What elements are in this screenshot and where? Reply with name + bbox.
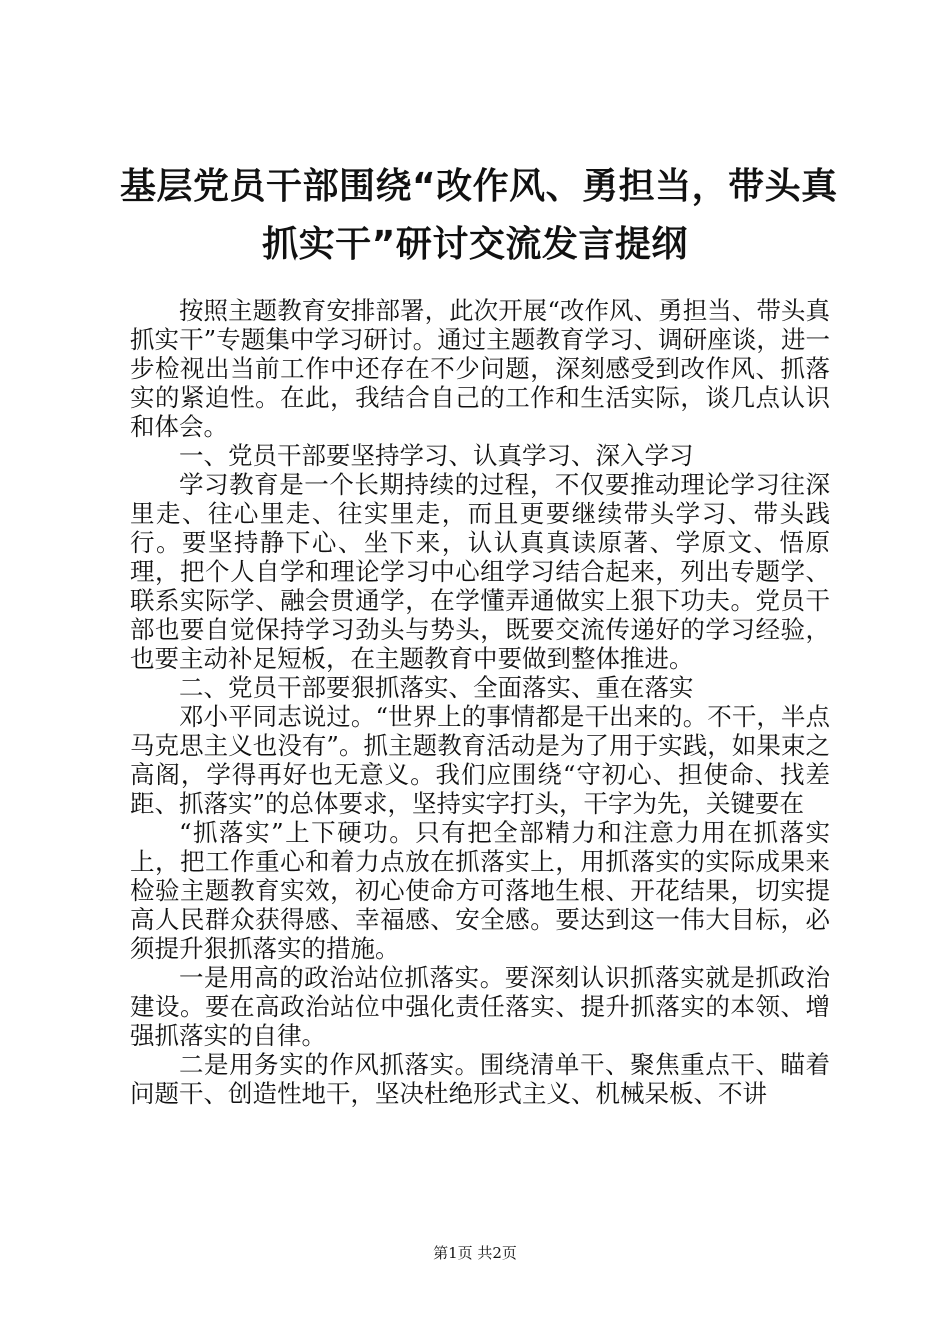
section-heading-1: 一、党员干部要坚持学习、认真学习、深入学习 [179, 441, 694, 470]
paragraph-point-2: 二是用务实的作风抓落实。围绕清单干、聚焦重点干、瞄着问题干、创造性地干，坚决杜绝形式主义、机械呆板、不讲 [130, 1050, 830, 1108]
paragraph-implementation: “抓落实”上下硬功。只有把全部精力和注意力用在抓落实上，把工作重心和着力点放在抓落实上，用抓落实的实际成果来检验主题教育实效，初心使命方可落地生根、开花结果，切实提高人民群众获得感、幸福感、安全感。要达到这一伟大目标，必须提升狠抓落实的措施。 [130, 818, 830, 963]
document-title-line-1: 基层党员干部围绕“改作风、勇担当，带头真 [120, 166, 838, 207]
paragraph-point-1: 一是用高的政治站位抓落实。要深刻认识抓落实就是抓政治建设。要在高政治站位中强化责任落实、提升抓落实的本领、增强抓落实的自律。 [130, 963, 830, 1050]
page-number-footer: 第1页 共2页 [433, 1244, 517, 1262]
intro-paragraph: 按照主题教育安排部署，此次开展“改作风、勇担当、带头真抓实干”专题集中学习研讨。通过主题教育学习、调研座谈，进一步检视出当前工作中还存在不少问题，深刻感受到改作风、抓落实的紧迫性。在此，我结合自己的工作和生活实际，谈几点认识和体会。 [130, 296, 830, 441]
section-heading-2: 二、党员干部要狠抓落实、全面落实、重在落实 [179, 673, 694, 702]
paragraph-deng-quote: 邓小平同志说过。“世界上的事情都是干出来的。不干，半点马克思主义也没有”。抓主题教育活动是为了用于实践，如果束之高阁，学得再好也无意义。我们应围绕“守初心、担使命、找差距、抓落实”的总体要求，坚持实字打头，干字为先，关键要在 [130, 702, 830, 818]
document-title-line-2: 抓实干”研讨交流发言提纲 [262, 224, 688, 265]
document-body [130, 296, 830, 1108]
paragraph-study: 学习教育是一个长期持续的过程，不仅要推动理论学习往深里走、往心里走、往实里走，而且更要继续带头学习、带头践行。要坚持静下心、坐下来，认认真真读原著、学原文、悟原理，把个人自学和理论学习中心组学习结合起来，列出专题学、联系实际学、融会贯通学，在学懂弄通做实上狠下功夫。党员干部也要自觉保持学习劲头与势头，既要交流传递好的学习经验，也要主动补足短板，在主题教育中要做到整体推进。 [130, 470, 830, 673]
